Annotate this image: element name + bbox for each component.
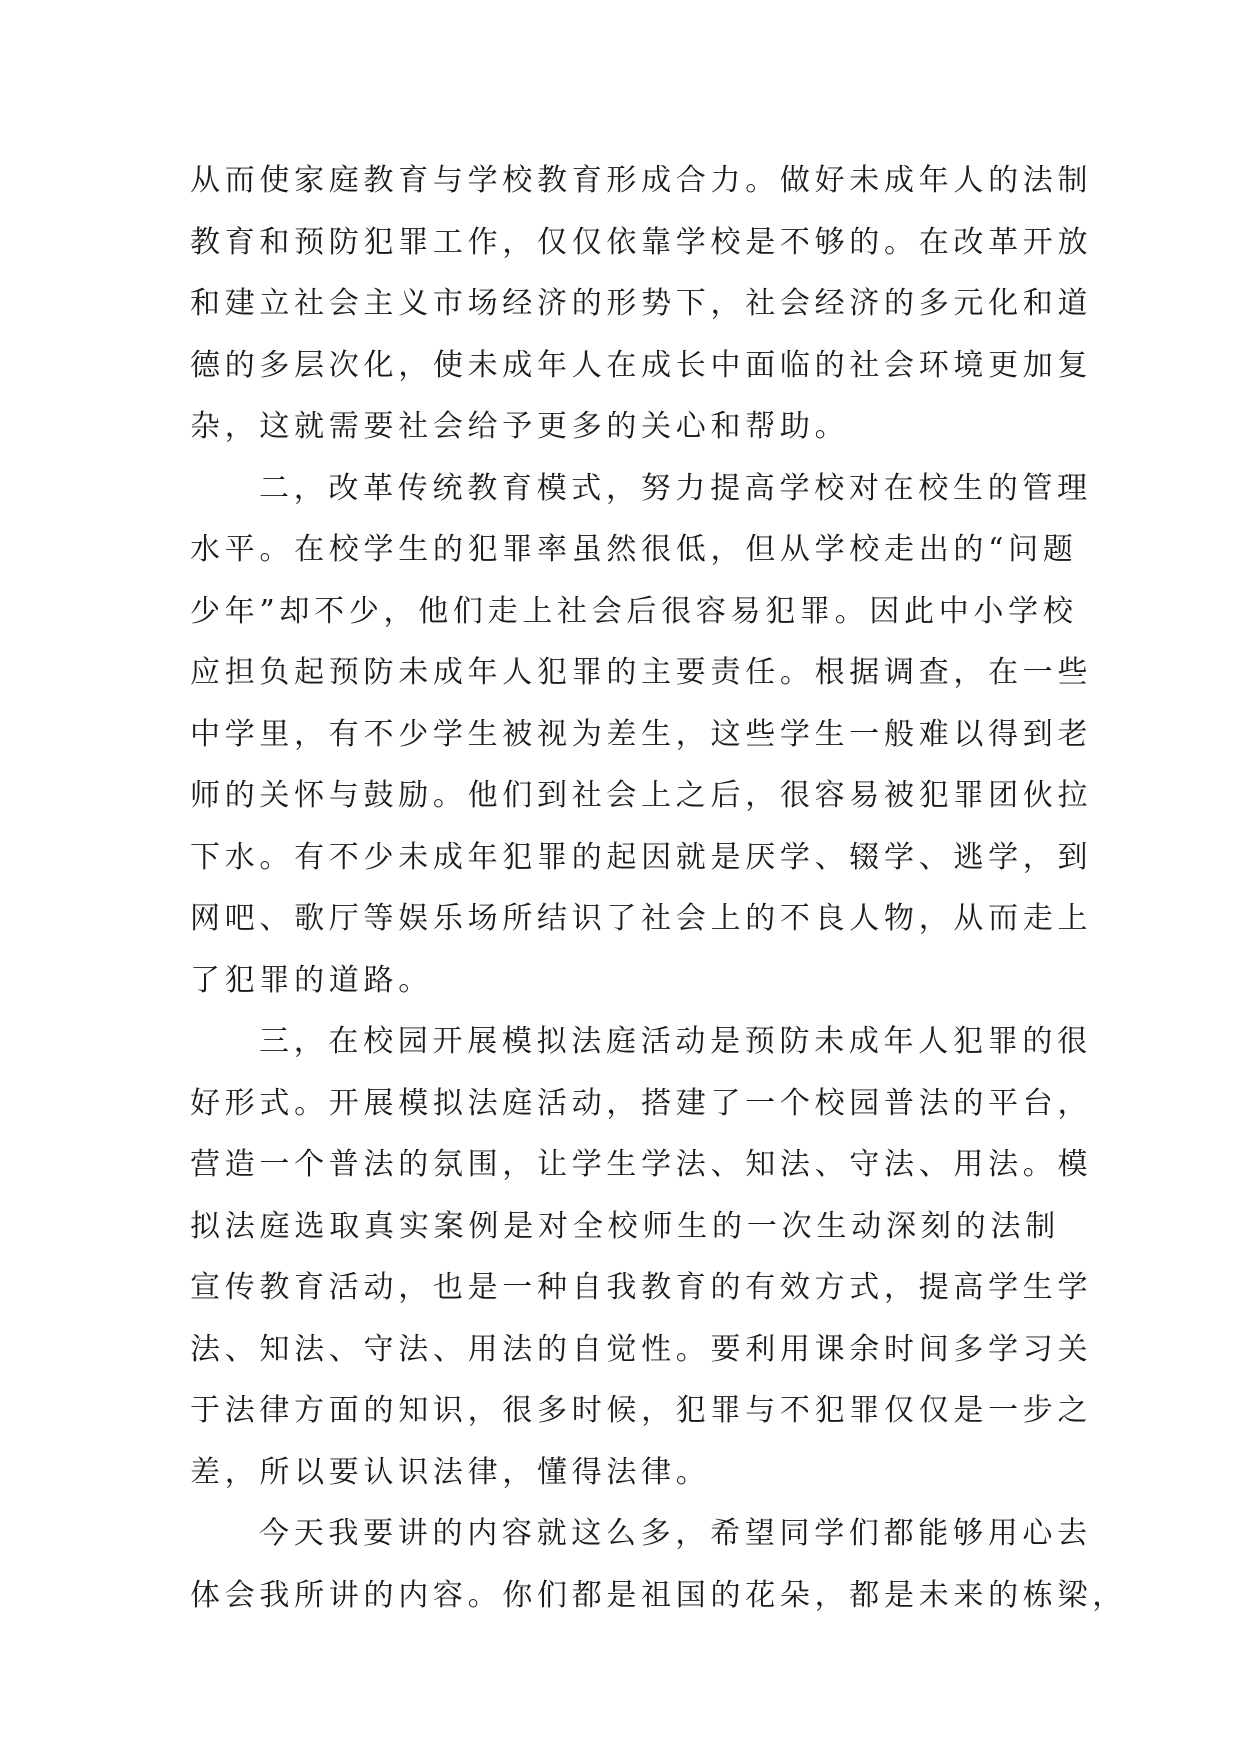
- paragraph-line: 了犯罪的道路。: [190, 962, 433, 998]
- paragraph-3: [190, 1011, 1093, 1503]
- paragraph-line: 三，在校园开展模拟法庭活动是预防未成年人犯罪的很: [259, 1024, 1092, 1059]
- paragraph-line: 好形式。开展模拟法庭活动，搭建了一个校园普法的平台，: [190, 1085, 1093, 1121]
- paragraph-line: 体会我所讲的内容。你们都是祖国的花朵，都是未来的栋梁，: [190, 1577, 1127, 1613]
- paragraph-line: 于法律方面的知识，很多时候，犯罪与不犯罪仅仅是一步之: [190, 1393, 1093, 1428]
- paragraph-line: 网吧、歌厅等娱乐场所结识了社会上的不良人物，从而走上: [190, 901, 1093, 936]
- paragraph-1: [190, 150, 1093, 458]
- paragraph-line: 应担负起预防未成年人犯罪的主要责任。根据调查，在一些: [190, 655, 1093, 690]
- paragraph-line: 教育和预防犯罪工作，仅仅依靠学校是不够的。在改革开放: [190, 224, 1093, 260]
- paragraph-line: 今天我要讲的内容就这么多，希望同学们都能够用心去: [259, 1516, 1092, 1551]
- paragraph-line: 从而使家庭教育与学校教育形成合力。做好未成年人的法制: [190, 163, 1093, 198]
- paragraph-line: 少年”却不少，他们走上社会后很容易犯罪。因此中小学校: [190, 593, 1078, 629]
- paragraph-line: 二，改革传统教育模式，努力提高学校对在校生的管理: [259, 470, 1092, 506]
- paragraph-line: 法、知法、守法、用法的自觉性。要利用课余时间多学习关: [190, 1331, 1093, 1367]
- paragraph-line: 杂，这就需要社会给予更多的关心和帮助。: [190, 409, 850, 444]
- paragraph-line: 和建立社会主义市场经济的形势下，社会经济的多元化和道: [190, 286, 1093, 321]
- document-body: [190, 150, 1127, 1626]
- paragraph-line: 营造一个普法的氛围，让学生学法、知法、守法、用法。模: [190, 1147, 1093, 1182]
- paragraph-line: 中学里，有不少学生被视为差生，这些学生一般难以得到老: [190, 716, 1093, 752]
- paragraph-line: 差，所以要认识法律，懂得法律。: [190, 1454, 711, 1490]
- paragraph-line: 拟法庭选取真实案例是对全校师生的一次生动深刻的法制: [190, 1208, 1060, 1244]
- paragraph-2: [190, 458, 1093, 1012]
- paragraph-line: 德的多层次化，使未成年人在成长中面临的社会环境更加复: [190, 347, 1093, 383]
- paragraph-line: 师的关怀与鼓励。他们到社会上之后，很容易被犯罪团伙拉: [190, 778, 1093, 813]
- paragraph-4: [190, 1503, 1127, 1626]
- paragraph-line: 宣传教育活动，也是一种自我教育的有效方式，提高学生学: [190, 1270, 1093, 1305]
- paragraph-line: 下水。有不少未成年犯罪的起因就是厌学、辍学、逃学，到: [190, 839, 1093, 875]
- paragraph-line: 水平。在校学生的犯罪率虽然很低，但从学校走出的“问题: [190, 532, 1078, 567]
